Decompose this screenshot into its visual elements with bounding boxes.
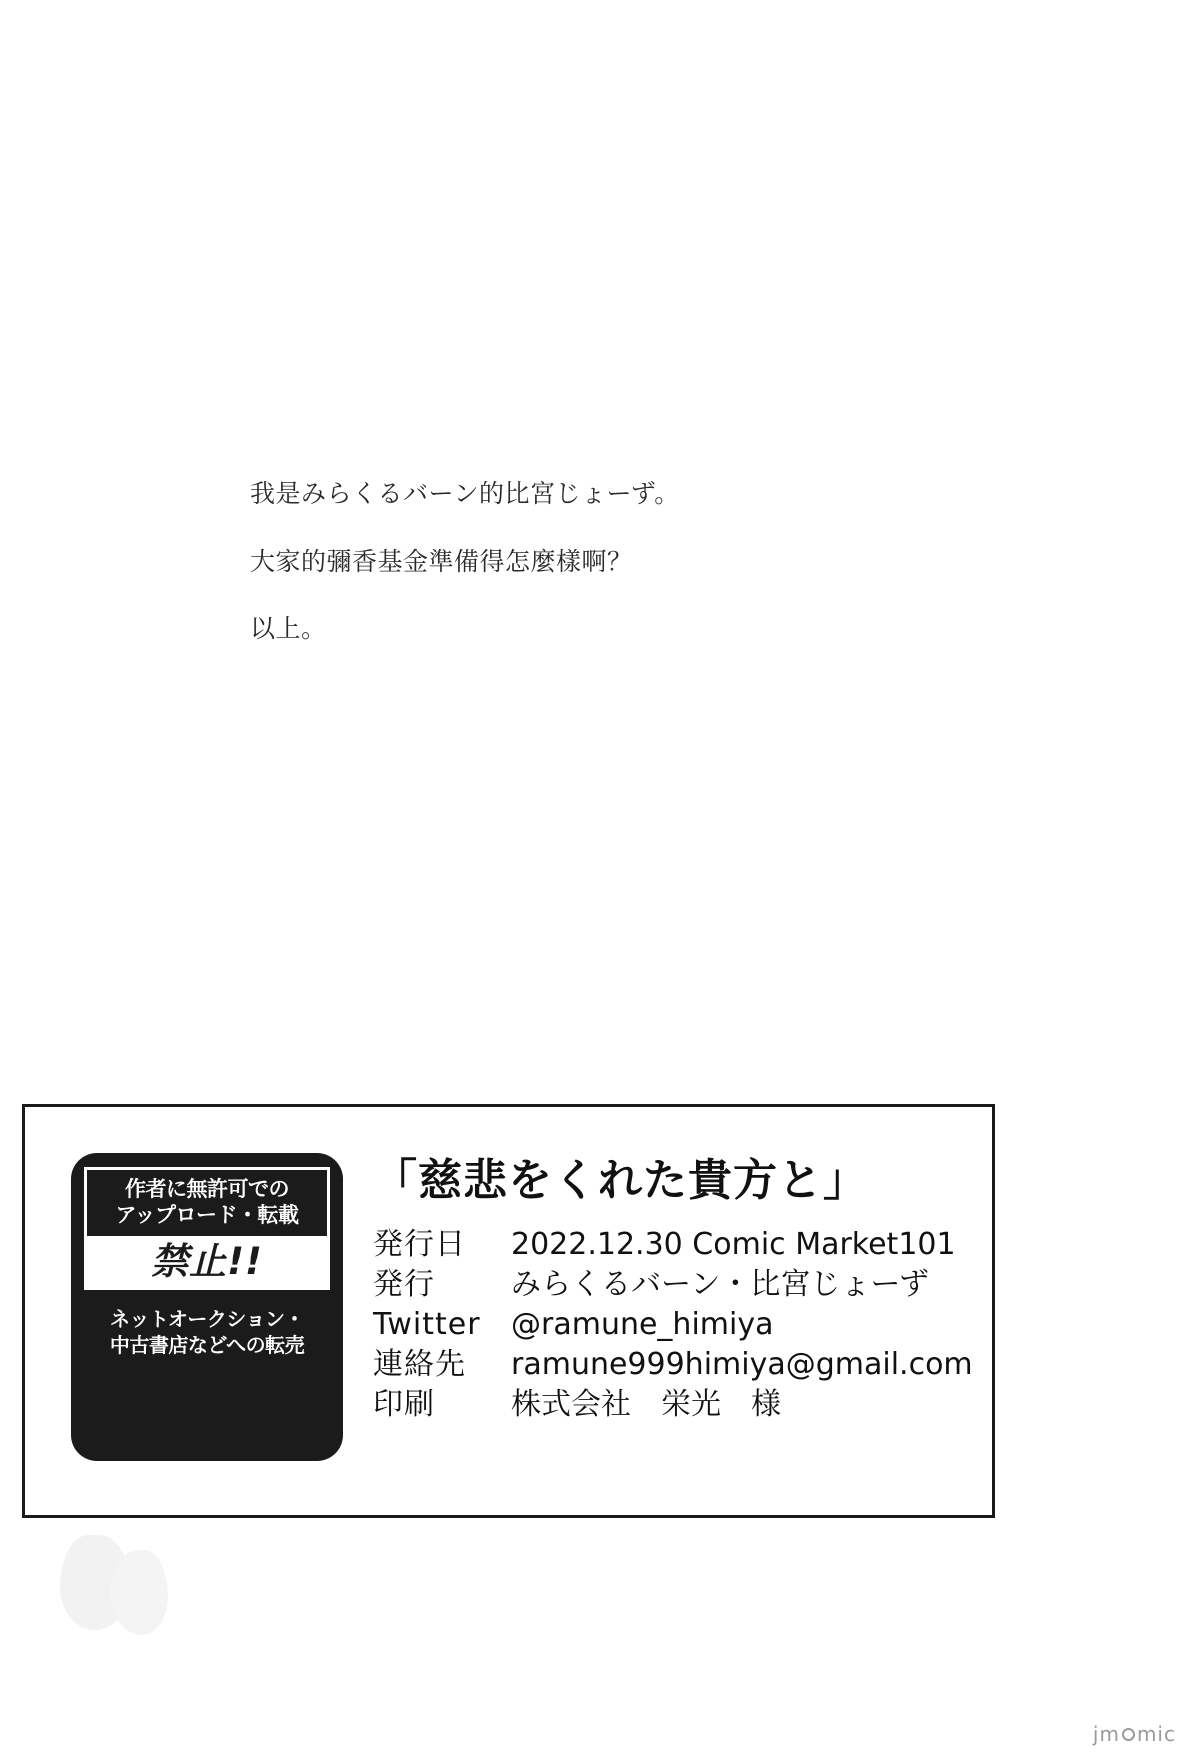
background-artwork-remnant [55, 1525, 175, 1635]
colophon-row-publisher [373, 1265, 973, 1305]
colophon-value-publication-date: 2022.12.30 Comic Market101 [511, 1227, 956, 1263]
afterword-line-1: 我是みらくるバーン的比宮じょーず。 [250, 479, 680, 508]
stamp-warning-line-1: 作者に無許可での [125, 1177, 289, 1201]
colophon-label-twitter: Twitter [373, 1307, 481, 1343]
stamp-warning-line-2: アップロード・転載 [115, 1203, 299, 1228]
colophon-box [22, 1104, 995, 1518]
stamp-inner-frame [84, 1167, 330, 1290]
stamp-prohibition-label: 禁止!! [87, 1236, 327, 1288]
stamp-resale-warning [110, 1306, 304, 1358]
afterword-line-2: 大家的彌香基金準備得怎麼樣啊？ [250, 546, 633, 576]
colophon-value-printer: 株式会社 栄光 様 [511, 1386, 781, 1422]
colophon-row-contact [373, 1345, 973, 1385]
afterword-line-3: 以上。 [250, 614, 327, 643]
stamp-resale-line-2: 中古書店などへの転売 [109, 1333, 305, 1358]
site-watermark [1093, 1722, 1176, 1746]
watermark-prefix: jm [1092, 1722, 1120, 1746]
colophon-label-contact: 連絡先 [373, 1347, 466, 1383]
colophon-row-printer [373, 1385, 973, 1425]
colophon-value-publisher: みらくるバーン・比宮じょーず [511, 1267, 929, 1303]
book-title: 「慈悲をくれた貴方と」 [373, 1155, 868, 1206]
colophon-label-printer: 印刷 [373, 1386, 435, 1422]
colophon-row-publication-date [373, 1225, 973, 1265]
watermark-suffix: mic [1136, 1722, 1176, 1746]
artwork-shape-right [110, 1550, 168, 1635]
colophon-value-twitter: @ramune_himiya [511, 1307, 774, 1343]
stamp-resale-line-1: ネットオークション・ [109, 1307, 304, 1332]
colophon-info [373, 1157, 973, 1425]
copyright-warning-stamp [71, 1153, 343, 1461]
colophon-value-contact: ramune999himiya@gmail.com [511, 1347, 973, 1383]
colophon-label-publication-date: 発行日 [373, 1227, 466, 1263]
colophon-label-publisher: 発行 [373, 1267, 435, 1303]
watermark-circle-icon [1122, 1728, 1135, 1741]
afterword-text-block [250, 478, 1050, 681]
colophon-row-twitter [373, 1305, 973, 1345]
stamp-upload-warning [87, 1170, 327, 1236]
